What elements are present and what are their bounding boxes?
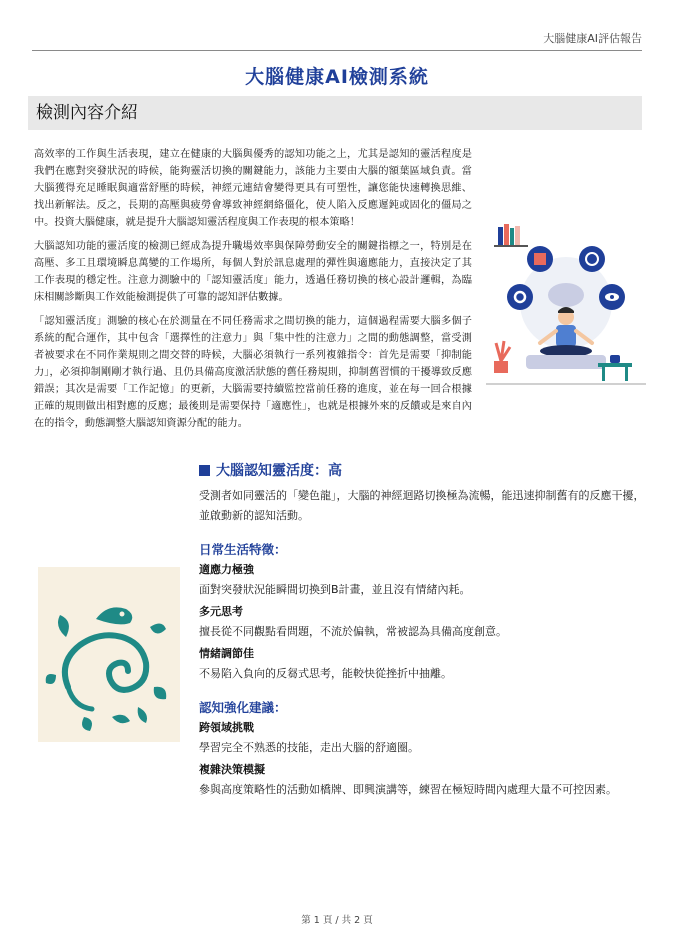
advice-item-title: 複雜決策模擬 (199, 763, 265, 776)
cycle-arrows-icon (579, 246, 605, 272)
section-heading: 檢測內容介紹 (28, 96, 642, 130)
level-title: 大腦認知靈活度：高 (216, 463, 342, 479)
daily-item (199, 560, 647, 600)
daily-item-title: 情緒調節佳 (199, 647, 254, 660)
advice-item (199, 718, 647, 758)
page-number: 第 1 頁 / 共 2 頁 (301, 915, 373, 926)
daily-item-desc: 擅長從不同觀點看問題，不流於偏執，常被認為具備高度創意。 (199, 625, 507, 638)
brain-icon (548, 283, 584, 307)
chameleon-icon (65, 607, 146, 709)
report-name: 大腦健康AI評估報告 (543, 32, 642, 45)
intro-paragraph: 大腦認知功能的靈活度的檢測已經成為提升職場效率與保障勞動安全的關鍵指標之一，特別是在高壓、多工且環境瞬息萬變的工作場所，每個人對於訊息處理的彈性與適應能力，直接決定了其工作表現的穩定性。注意力測驗中的「認知靈活度」能力，透過任務切換的核心設計邏輯，為臨床相關診斷與工作效能檢測提供了可靠的認知評估數據。 (34, 241, 472, 303)
daily-item-desc: 不易陷入負向的反芻式思考，能較快從挫折中抽離。 (199, 667, 452, 680)
book-stack-icon (494, 224, 528, 247)
intro-text (34, 146, 472, 439)
daily-item (199, 602, 647, 642)
level-description: 受測者如同靈活的「變色龍」，大腦的神經迴路切換極為流暢，能迅速抑制舊有的反應干擾，並啟動新的認知活動。 (199, 489, 645, 522)
advice-item-title: 跨領域挑戰 (199, 721, 254, 734)
gear-icon (507, 284, 533, 310)
level-heading (199, 460, 647, 480)
daily-heading: 日常生活特徵： (199, 542, 287, 557)
stop-sign-icon (527, 246, 553, 272)
document-title: 大腦健康AI檢測系統 (245, 66, 429, 88)
advice-heading: 認知強化建議： (199, 700, 287, 715)
result-section (199, 460, 647, 802)
intro-paragraph: 高效率的工作與生活表現，建立在健康的大腦與優秀的認知功能之上，尤其是認知的靈活程度是我們在應對突發狀況的時候，能夠靈活切換的關鍵能力，該能力主要由大腦的額葉區域負責。當大腦獲得充足睡眠與適當舒壓的時候，神經元連結會變得更具有可塑性，讓您能快速轉換思維、找出新解法。反之，長期的高壓與疲勞會導致神經網絡僵化，使人陷入反應遲鈍或固化的僵局之中。投資大腦健康，就是提升大腦認知靈活程度與工作表現的根本策略！ (34, 149, 472, 228)
chameleon-illustration (38, 567, 180, 742)
advice-item-desc: 學習完全不熟悉的技能，走出大腦的舒適圈。 (199, 741, 419, 754)
header-divider (32, 50, 642, 51)
square-bullet-icon (199, 465, 210, 476)
meditation-illustration (486, 215, 646, 395)
advice-item (199, 760, 647, 800)
eye-icon (599, 284, 625, 310)
daily-item-title: 適應力極強 (199, 563, 254, 576)
advice-item-desc: 參與高度策略性的活動如橋牌、即興演講等，練習在極短時間內處理大量不可控因素。 (199, 783, 617, 796)
plant-icon (494, 341, 510, 373)
daily-item-title: 多元思考 (199, 605, 243, 618)
daily-item (199, 644, 647, 684)
intro-paragraph: 「認知靈活度」測驗的核心在於測量在不同任務需求之間切換的能力，這個過程需要大腦多個子系統的配合運作，其中包含「選擇性的注意力」與「集中性的注意力」之間的動態調整，當受測者被要求在不同作業規則之間交替的時候，大腦必須執行一系列複雜指令：首先是需要「抑制能力」，必須抑制剛剛才執行過、且仍具備高度激活狀態的舊任務規則，抑制舊習慣的干擾導致反應錯誤；其次是需要「工作記憶」的更新，大腦需要持續監控當前任務的進度，並在每一回合根據正確的規則做出相對應的反應；最後則是需要保持「適應性」，也就是根據外來的反饋或是來自內在的指令，動態調整大腦認知資源分配的能力。 (34, 316, 472, 429)
daily-item-desc: 面對突發狀況能瞬間切換到B計畫，並且沒有情緒內耗。 (199, 583, 471, 596)
